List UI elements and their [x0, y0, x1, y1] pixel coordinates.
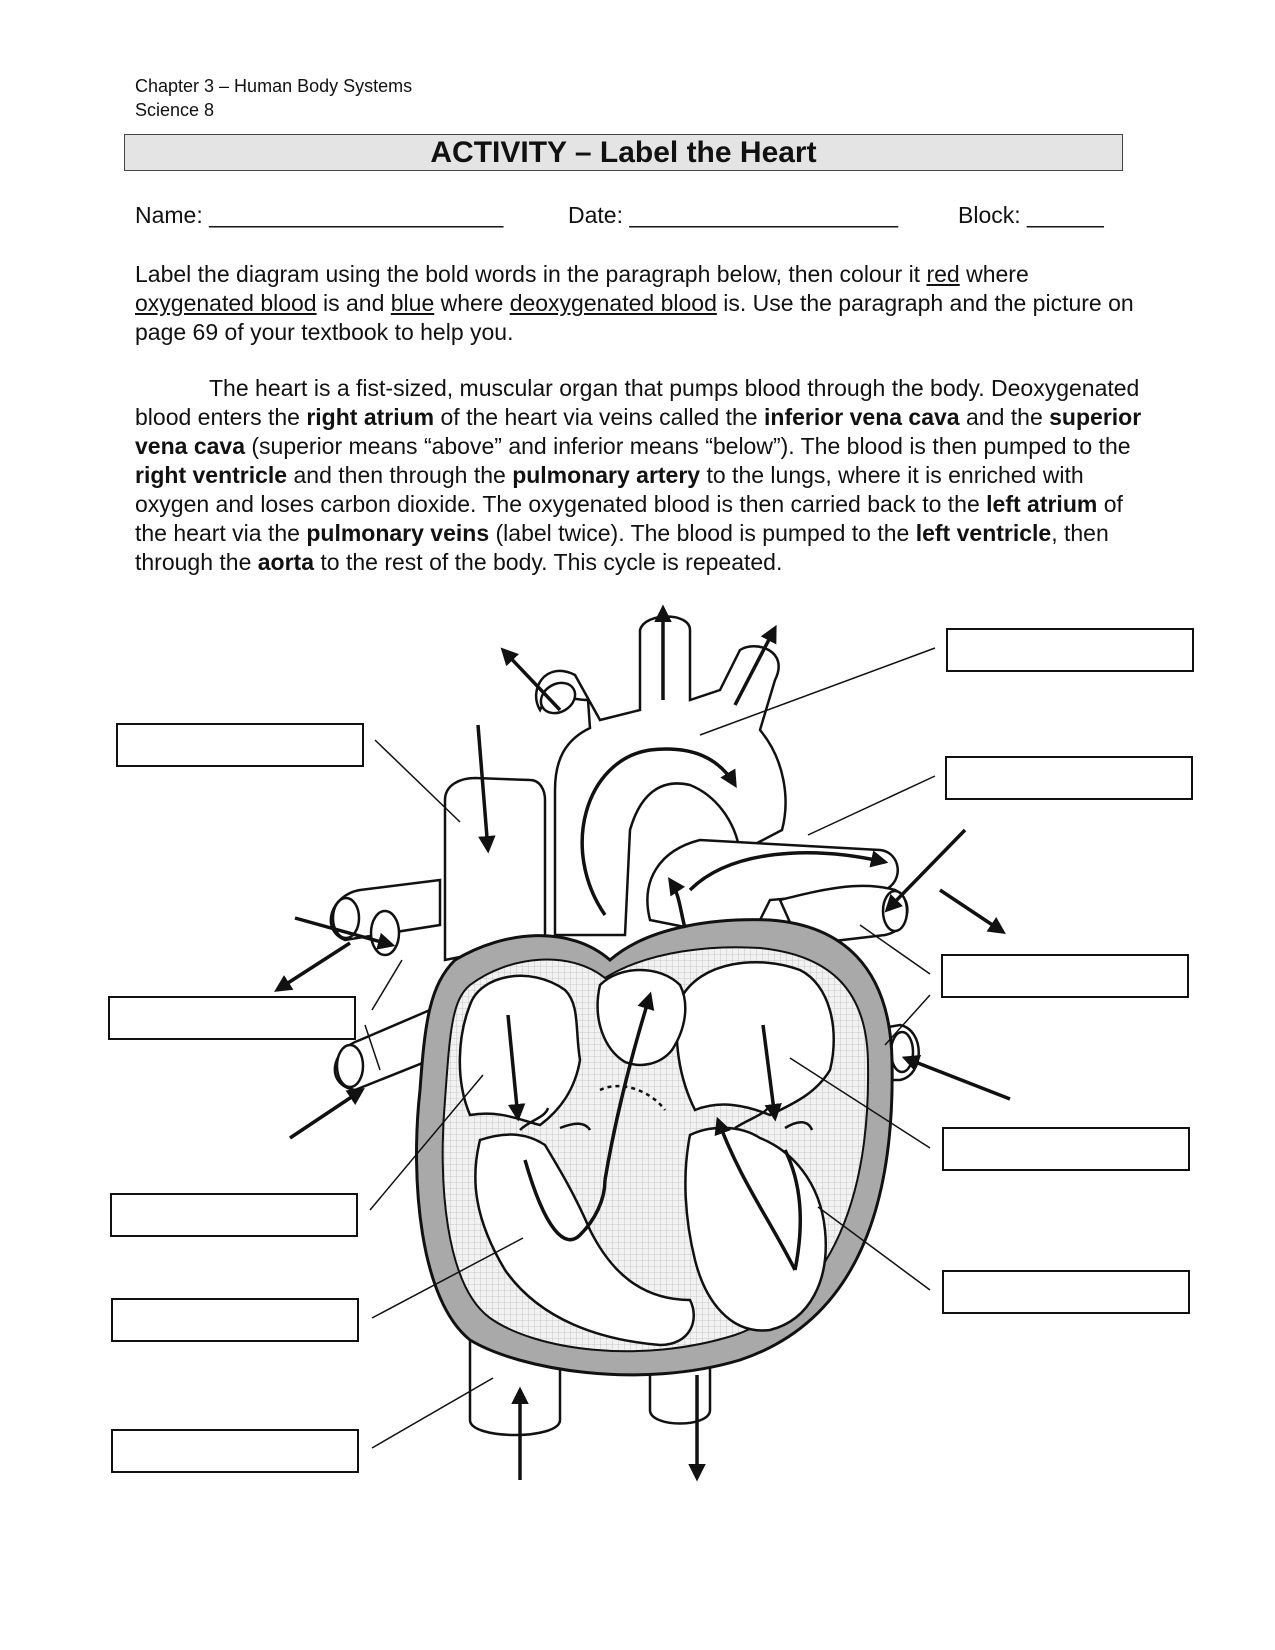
arrow-lpv-lower [905, 1058, 1010, 1099]
para-text-9: , then through the [135, 520, 1109, 575]
label-box-2[interactable] [108, 996, 356, 1040]
date-field[interactable]: Date: _____________________ [568, 202, 898, 228]
instr-oxygenated: oxygenated blood [135, 290, 317, 316]
term-right-ventricle: right ventricle [135, 462, 288, 488]
left-atrium [677, 962, 834, 1115]
para-text-2: of the heart via veins called the [434, 404, 764, 430]
instr-text-4: where [434, 290, 510, 316]
term-aorta: aorta [257, 549, 315, 575]
para-text-5: and then through the [287, 462, 513, 488]
instr-text-2: where [959, 261, 1029, 287]
label-box-1[interactable] [116, 723, 364, 767]
arrow-rpv-lower [290, 1090, 362, 1138]
right-atrium [460, 976, 580, 1125]
para-text-6: to the lungs, where it is enriched with oxygen and loses carbon dioxide. The oxygenated blood is then carried back to the [135, 462, 1084, 517]
label-box-9[interactable] [942, 1127, 1190, 1171]
superior-vena-cava [445, 778, 545, 960]
arrow-lpa-out [940, 890, 1003, 932]
instr-deoxygenated: deoxygenated blood [509, 290, 717, 316]
chapter-header: Chapter 3 – Human Body Systems [135, 76, 413, 96]
instr-text-3: is and [316, 290, 391, 316]
name-field[interactable]: Name: _______________________ [135, 202, 504, 228]
term-left-ventricle: left ventricle [915, 520, 1052, 546]
course-header: Science 8 [135, 100, 215, 120]
instr-blue: blue [390, 290, 435, 316]
label-box-5[interactable] [111, 1429, 359, 1473]
para-text-4: (superior means “above” and inferior means “below”). The blood is then pumped to the [244, 433, 1131, 459]
term-left-atrium: left atrium [986, 491, 1098, 517]
label-box-3[interactable] [110, 1193, 358, 1237]
label-box-7[interactable] [945, 756, 1193, 800]
para-text-8: (label twice). The blood is pumped to the [489, 520, 916, 546]
term-inferior-vena-cava: inferior vena cava [764, 404, 960, 430]
para-text-7: of the heart via the [135, 491, 1123, 546]
label-box-10[interactable] [942, 1270, 1190, 1314]
term-pulmonary-artery: pulmonary artery [512, 462, 701, 488]
term-right-atrium: right atrium [306, 404, 435, 430]
label-box-6[interactable] [946, 628, 1194, 672]
para-text-1: The heart is a fist-sized, muscular organ that pumps blood through the body. Deoxygenated blood enters the [135, 375, 1140, 430]
label-box-8[interactable] [941, 954, 1189, 998]
block-field[interactable]: Block: ______ [958, 202, 1104, 228]
arrow-rpa-out [277, 943, 350, 990]
instr-text-1: Label the diagram using the bold words in the paragraph below, then colour it [135, 261, 927, 287]
label-box-4[interactable] [111, 1298, 359, 1342]
para-text-3: and the [959, 404, 1050, 430]
instr-text-5: is. Use the paragraph and the picture on page 69 of your textbook to help you. [135, 290, 1134, 345]
term-superior-vena-cava: superior vena cava [135, 404, 1142, 459]
instr-red: red [926, 261, 960, 287]
term-pulmonary-veins: pulmonary veins [306, 520, 490, 546]
para-text-10: to the rest of the body. This cycle is repeated. [314, 549, 783, 575]
page-title: ACTIVITY – Label the Heart [430, 135, 817, 169]
